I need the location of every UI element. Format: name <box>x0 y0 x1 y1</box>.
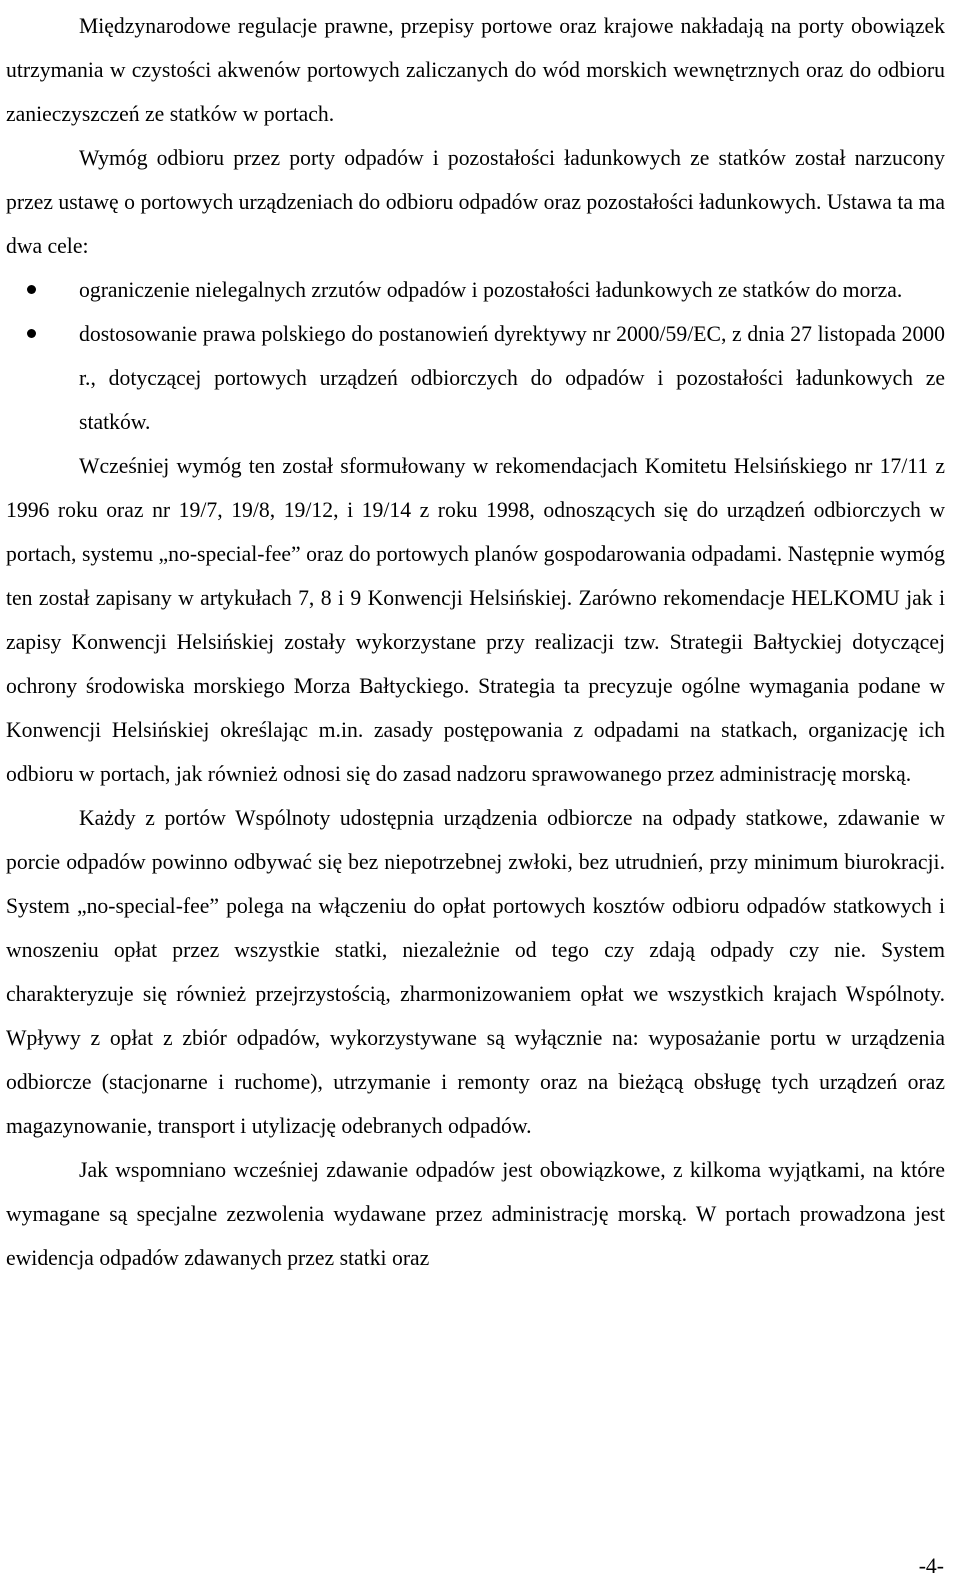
page-number: -4- <box>918 1554 944 1578</box>
document-body <box>6 4 945 1280</box>
list-item-text: ograniczenie nielegalnych zrzutów odpadów i pozostałości ładunkowych ze statków do morza. <box>79 278 903 302</box>
list-item <box>6 268 945 312</box>
goals-list <box>6 268 945 444</box>
paragraph-obligation: Jak wspomniano wcześniej zdawanie odpadów jest obowiązkowe, z kilkoma wyjątkami, na które wymagane są specjalne zezwolenia wydawane przez administrację morską. W portach prowadzona jest ewidencja odpadów zdawanych przez statki oraz <box>6 1158 945 1270</box>
list-item <box>6 312 945 444</box>
paragraph-ports: Każdy z portów Wspólnoty udostępnia urządzenia odbiorcze na odpady statkowe, zdawanie w porcie odpadów powinno odbywać się bez niepotrzebnej zwłoki, bez utrudnień, przy minimum biurokracji. System „no-special-fee” polega na włączeniu do opłat portowych kosztów odbioru odpadów statkowych i wnoszeniu opłat przez wszystkie statki, niezależnie od tego czy zdają odpady czy nie. System charakteryzuje się również przejrzystością, zharmonizowaniem opłat we wszystkich krajach Wspólnoty. Wpływy z opłat z zbiór odpadów, wykorzystywane są wyłącznie na: wyposażanie portu w urządzenia odbiorcze (stacjonarne i ruchome), utrzymanie i remonty oraz na bieżącą obsługę tych urządzeń oraz magazynowanie, transport i utylizację odebranych odpadów. <box>6 806 945 1138</box>
paragraph-intro: Międzynarodowe regulacje prawne, przepisy portowe oraz krajowe nakładają na porty obowiązek utrzymania w czystości akwenów portowych zaliczanych do wód morskich wewnętrznych oraz do odbioru zanieczyszczeń ze statków w portach. <box>6 14 945 126</box>
bullet-icon <box>27 285 36 294</box>
bullet-icon <box>27 329 36 338</box>
list-item-text: dostosowanie prawa polskiego do postanowień dyrektywy nr 2000/59/EC, z dnia 27 listopada 2000 r., dotyczącej portowych urządzeń odbiorczych do odpadów i pozostałości ładunkowych ze statków. <box>79 322 945 434</box>
paragraph-helcom: Wcześniej wymóg ten został sformułowany w rekomendacjach Komitetu Helsińskiego nr 17/11 z 1996 roku oraz nr 19/7, 19/8, 19/12, i 19/14 z roku 1998, odnoszących się do urządzeń odbiorczych w portach, systemu „no-special-fee” oraz do portowych planów gospodarowania odpadami. Następnie wymóg ten został zapisany w artykułach 7, 8 i 9 Konwencji Helsińskiej. Zarówno rekomendacje HELKOMU jak i zapisy Konwencji Helsińskiej zostały wykorzystane przy realizacji tzw. Strategii Bałtyckiej dotyczącej ochrony środowiska morskiego Morza Bałtyckiego. Strategia ta precyzuje ogólne wymagania podane w Konwencji Helsińskiej określając m.in. zasady postępowania z odpadami na statkach, organizację ich odbioru w portach, jak również odnosi się do zasad nadzoru sprawowanego przez administrację morską. <box>6 454 945 786</box>
paragraph-requirement: Wymóg odbioru przez porty odpadów i pozostałości ładunkowych ze statków został narzucony przez ustawę o portowych urządzeniach do odbioru odpadów oraz pozostałości ładunkowych. Ustawa ta ma dwa cele: <box>6 146 945 258</box>
